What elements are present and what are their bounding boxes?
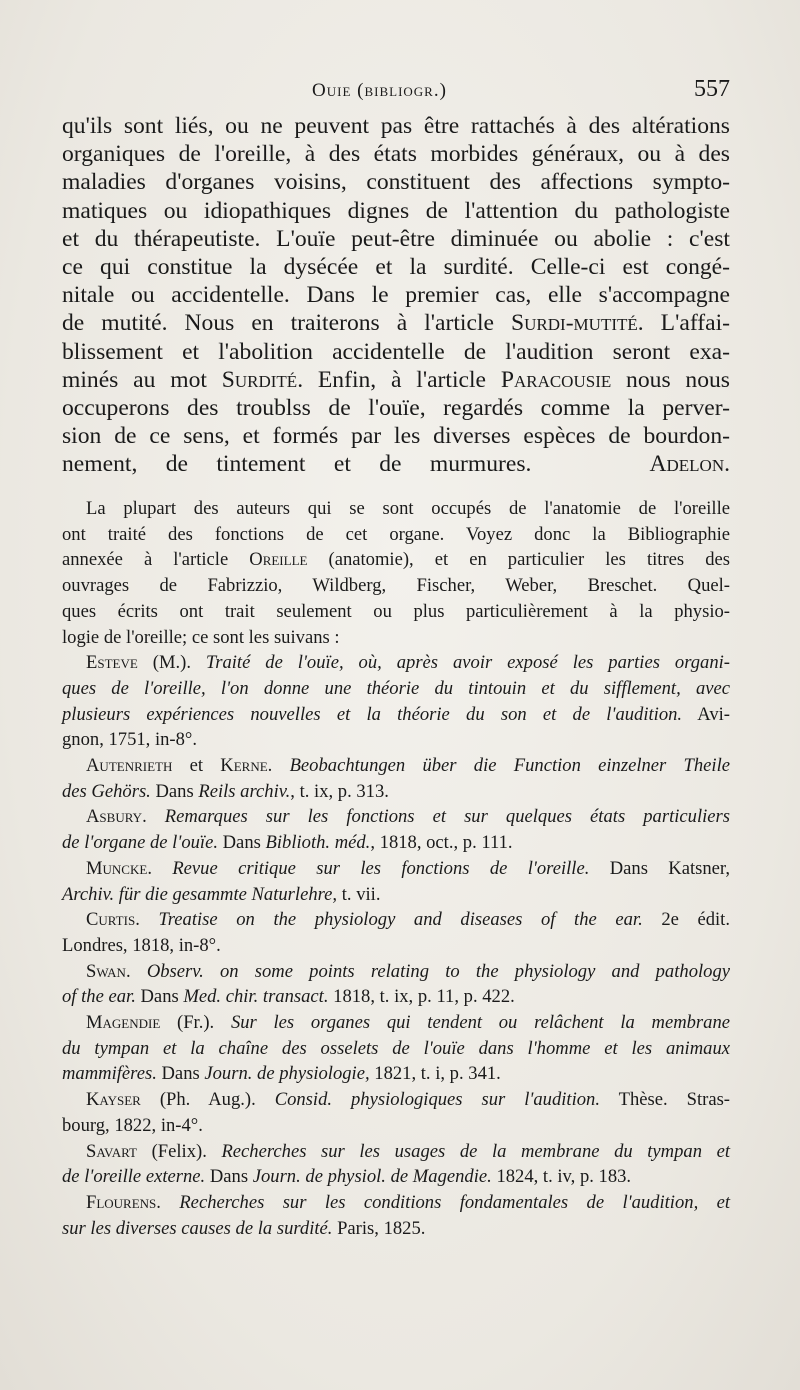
entry-journal: Reils archiv. — [198, 780, 291, 802]
entry-title: Consid. physiologiques sur l'audition. — [274, 1089, 600, 1111]
entry-title: des Gehörs. — [62, 780, 151, 802]
text-line: ce qui constitue la dysécée et la surdité. Celle-ci est congé- — [62, 254, 730, 281]
entry-title: de l'oreille externe. — [62, 1166, 206, 1188]
text-line: matiques ou idiopathiques dignes de l'attention du pathologiste — [62, 197, 730, 224]
entry-title: Sur les organes qui tendent ou relâchent la membrane — [230, 1012, 731, 1034]
text-fragment: (M.). — [137, 652, 206, 674]
biblio-entry-line — [62, 830, 730, 856]
entry-title: Revue critique sur les fonctions de l'oreille. — [172, 857, 590, 879]
biblio-intro-line: La plupart des auteurs qui se sont occupés de l'anatomie de l'oreille — [86, 498, 730, 519]
text-fragment: . — [125, 960, 147, 982]
text-line: sion de ce sens, et formés par les diverses espèces de bourdon- — [62, 423, 730, 450]
biblio-intro-line: ont traité des fonctions de cet organe. Voyez donc la Bibliographie — [62, 523, 730, 545]
running-title-section: (bibliogr.) — [357, 80, 447, 101]
entry-title: de l'organe de l'ouïe. — [62, 832, 218, 854]
text-fragment: Paris, 1825. — [332, 1217, 426, 1239]
text-fragment: , t. ix, p. 313. — [290, 780, 389, 802]
entry-author: Asbury — [86, 806, 143, 828]
entry-journal: Biblioth. méd. — [265, 832, 371, 854]
entry-title: du tympan et la chaîne des osselets de l'ouïe dans l'homme et les animaux — [62, 1037, 730, 1059]
text-fragment: (Felix). — [137, 1140, 222, 1162]
entry-author: Muncke — [86, 857, 148, 879]
text-fragment: (anatomie), et en particulier les titres des — [307, 549, 730, 571]
cross-reference: Surdi-mutité — [511, 310, 638, 337]
text-fragment: . — [135, 909, 159, 931]
text-line: organiques de l'oreille, à des états morbides généraux, ou à des — [62, 141, 730, 168]
entry-title: Traité de l'ouïe, où, après avoir exposé les parties organi- — [205, 652, 730, 674]
text-line — [62, 309, 730, 337]
entry-author: Kerne — [220, 755, 268, 777]
entry-title: Beobachtungen über die Function einzelner Theile — [289, 755, 731, 777]
entry-journal: Journ. de physiologie, — [204, 1063, 370, 1085]
cross-reference: Oreille — [249, 549, 308, 571]
text-fragment: . — [142, 806, 165, 828]
biblio-intro-line: logie de l'oreille; ce sont les suivans : — [62, 626, 340, 648]
entry-author: Curtis — [86, 909, 136, 931]
biblio-entry-line — [62, 779, 730, 805]
entry-journal: Med. chir. transact. — [183, 986, 329, 1008]
running-head — [62, 76, 730, 110]
biblio-entry-line — [62, 882, 730, 908]
text-fragment: . — [267, 755, 290, 777]
text-fragment: . — [147, 857, 173, 879]
biblio-entry-line — [62, 1216, 730, 1242]
text-fragment: (Ph. Aug.). — [140, 1089, 275, 1111]
entry-title: Observ. on some points relating to the physiology and pathology — [146, 960, 730, 982]
entry-author: Esteve — [86, 652, 138, 674]
text-fragment: Dans Katsner, — [589, 857, 731, 879]
text-fragment: Avi- — [682, 703, 730, 725]
biblio-entry-line — [62, 1190, 730, 1216]
cross-reference: Surdité — [221, 366, 298, 393]
biblio-entry-line — [62, 1036, 730, 1062]
biblio-entry-line — [62, 753, 730, 779]
text-fragment: . L'affai- — [637, 310, 730, 337]
main-paragraph — [62, 112, 730, 479]
text-fragment: 1821, t. i, p. 341. — [369, 1063, 501, 1085]
entry-title: plusieurs expériences nouvelles et la théorie du son et de l'audition. — [62, 703, 683, 725]
biblio-entry-line: Londres, 1818, in-8°. — [62, 934, 221, 956]
text-fragment: de mutité. Nous en traiterons à l'article — [62, 310, 512, 337]
entry-author: Autenrieth — [86, 755, 173, 777]
biblio-entry-line — [62, 1061, 730, 1087]
text-fragment: 2e édit. — [642, 909, 730, 931]
text-line — [62, 366, 730, 394]
text-line: blissement et l'abolition accidentelle de l'audition seront exa- — [62, 338, 730, 365]
entry-author: Savart — [86, 1140, 137, 1162]
biblio-entry-line — [62, 676, 730, 702]
entry-author: Flourens — [86, 1191, 157, 1213]
biblio-entry-line — [62, 702, 730, 728]
text-fragment: Dans — [217, 832, 266, 854]
biblio-entry-line: gnon, 1751, in-8°. — [62, 729, 198, 751]
entry-title: Treatise on the physiology and diseases of the ear. — [158, 909, 643, 931]
text-fragment: Dans — [135, 986, 184, 1008]
text-fragment: nous nous — [611, 366, 730, 393]
text-fragment: nement, de tintement et de murmures. — [62, 451, 532, 478]
text-fragment: Dans — [150, 780, 199, 802]
text-fragment: et — [172, 755, 221, 777]
entry-title: sur les diverses causes de la surdité. — [62, 1217, 333, 1239]
biblio-entry-line — [62, 1087, 730, 1113]
entry-title: Remarques sur les fonctions et sur quelques états particuliers — [164, 806, 731, 828]
biblio-entry-line — [62, 959, 730, 985]
text-fragment: . — [156, 1191, 180, 1213]
entry-title: mammifères. — [62, 1063, 157, 1085]
text-fragment: (Fr.). — [160, 1012, 231, 1034]
bibliography — [62, 496, 730, 1241]
text-fragment: t. vii. — [337, 883, 381, 905]
entry-title: Recherches sur les usages de la membrane du tympan et — [221, 1140, 730, 1162]
text-fragment: Thèse. Stras- — [600, 1089, 730, 1111]
entry-journal: Journ. de physiol. de Magendie. — [252, 1166, 492, 1188]
text-line: qu'ils sont liés, ou ne peuvent pas être rattachés à des altérations — [62, 113, 730, 139]
biblio-entry-line — [62, 907, 730, 933]
biblio-entry-line — [62, 1139, 730, 1165]
biblio-intro-line: ques écrits ont trait seulement ou plus particulièrement à la physio- — [62, 600, 730, 622]
biblio-entry-line — [62, 1164, 730, 1190]
biblio-entry-line — [62, 650, 730, 676]
text-fragment: Dans — [156, 1063, 205, 1085]
biblio-intro-line: ouvrages de Fabrizzio, Wildberg, Fischer, Weber, Breschet. Quel- — [62, 575, 730, 597]
text-line: et du thérapeutiste. L'ouïe peut-être diminuée ou abolie : c'est — [62, 225, 730, 252]
biblio-entry-line — [62, 804, 730, 830]
biblio-entry-line — [62, 984, 730, 1010]
text-line — [62, 450, 730, 478]
page-number: 557 — [694, 76, 730, 102]
text-fragment: minés au mot — [62, 366, 222, 393]
text-fragment: Dans — [205, 1166, 253, 1188]
text-fragment: annexée à l'article — [62, 549, 250, 571]
biblio-entry-line — [62, 1010, 730, 1036]
entry-author: Magendie — [86, 1012, 161, 1034]
biblio-intro-line — [62, 547, 730, 573]
running-title — [312, 80, 447, 102]
cross-reference: Paracousie — [500, 366, 612, 393]
entry-journal: Archiv. für die gesammte Naturlehre, — [62, 883, 338, 905]
text-line: occuperons des troublss de l'ouïe, regardés comme la perver- — [62, 395, 730, 422]
running-title-word: Ouie — [312, 80, 352, 101]
biblio-entry-line — [62, 856, 730, 882]
entry-author: Kayser — [86, 1089, 141, 1111]
entry-title: of the ear. — [62, 986, 136, 1008]
entry-title: Recherches sur les conditions fondamentales de l'audition, et — [179, 1191, 731, 1213]
text-fragment: . Enfin, à l'article — [297, 366, 501, 393]
text-line: nitale ou accidentelle. Dans le premier cas, elle s'accompagne — [62, 282, 730, 309]
text-fragment: 1824, t. iv, p. 183. — [491, 1166, 632, 1188]
biblio-entry-line: bourg, 1822, in-4°. — [62, 1114, 203, 1136]
text-fragment: , 1818, oct., p. 111. — [370, 832, 513, 854]
text-line: maladies d'organes voisins, constituent des affections sympto- — [62, 169, 730, 196]
entry-title: ques de l'oreille, l'on donne une théorie du tintouin et du sifflement, avec — [62, 677, 730, 699]
author-signature: Adelon. — [649, 451, 730, 478]
entry-author: Swan — [86, 960, 126, 982]
text-fragment: 1818, t. ix, p. 11, p. 422. — [328, 986, 515, 1008]
